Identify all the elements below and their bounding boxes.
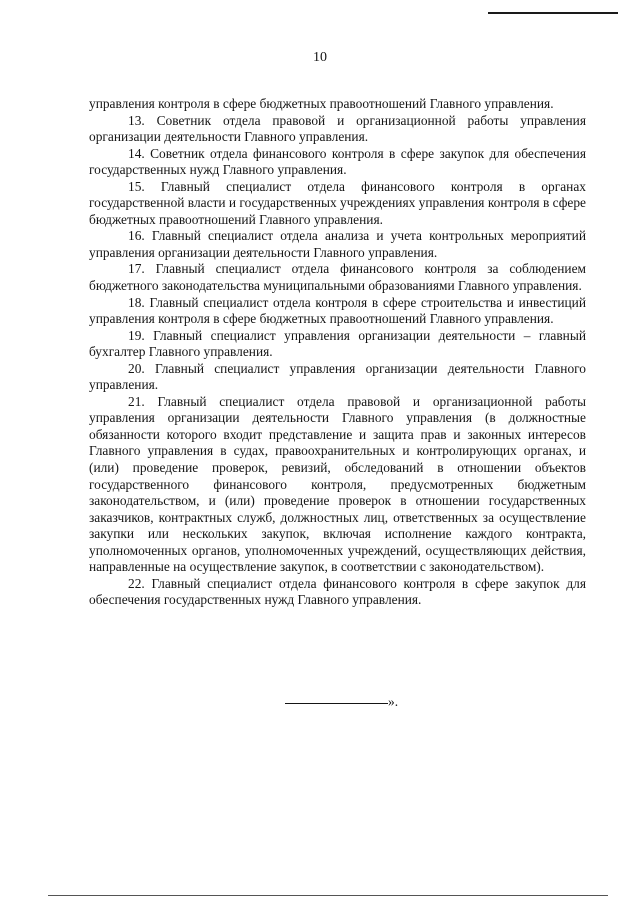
paragraph-item-15: 15. Главный специалист отдела финансового контроля в органах государственной власти и государственных учреждениях управления контроля в сфере бюджетных правоотношений Главного управления. <box>89 178 586 227</box>
paragraph-item-13: 13. Советник отдела правовой и организационной работы управления организации деятельности Главного управления. <box>89 112 586 145</box>
page-number: 10 <box>313 50 327 65</box>
paragraph-item-16: 16. Главный специалист отдела анализа и учета контрольных мероприятий управления организации деятельности Главного управления. <box>89 228 586 260</box>
paragraph-item-19: 19. Главный специалист управления организации деятельности – главный бухгалтер Главного управления. <box>89 327 586 360</box>
closing-mark <box>285 694 398 710</box>
paragraph-item-20: 20. Главный специалист управления организации деятельности Главного управления. <box>89 360 586 393</box>
scan-edge-line-bottom <box>48 895 608 896</box>
paragraph-continuation: управления контроля в сфере бюджетных правоотношений Главного управления. <box>89 96 554 111</box>
paragraph-item-17: 17. Главный специалист отдела финансового контроля за соблюдением бюджетного законодательства муниципальными образованиями Главного управления. <box>89 261 586 294</box>
paragraph-item-22: 22. Главный специалист отдела финансового контроля в сфере закупок для обеспечения государственных нужд Главного управления. <box>89 575 586 608</box>
signature-rule <box>285 703 388 704</box>
document-body <box>89 96 586 609</box>
paragraph-item-21: 21. Главный специалист отдела правовой и организационной работы управления организации деятельности Главного управления (в должностные обязанности которого входит представление и защита прав и законных интересов Главного управления в судах, правоохранительных и контролирующих органах, и (или) проведение проверок, ревизий, обследований в отношении объектов государственного финансового контроля, предусмотренных бюджетным законодательством, и (или) проведение проверок в отношении государственных заказчиков, контрактных служб, должностных лиц, ответственных за осуществление закупки или нескольких закупок, включая исполнение каждого контракта, уполномоченных органов, уполномоченных учреждений, осуществляющих действия, направленные на осуществление закупок, в соответствии с законодательством). <box>89 393 586 575</box>
paragraph-item-18: 18. Главный специалист отдела контроля в сфере строительства и инвестиций управления контроля в сфере бюджетных правоотношений Главного управления. <box>89 294 586 327</box>
closing-quote: ». <box>388 694 399 709</box>
paragraph-item-14: 14. Советник отдела финансового контроля в сфере закупок для обеспечения государственных нужд Главного управления. <box>89 145 586 178</box>
scan-edge-line-top <box>488 12 618 14</box>
